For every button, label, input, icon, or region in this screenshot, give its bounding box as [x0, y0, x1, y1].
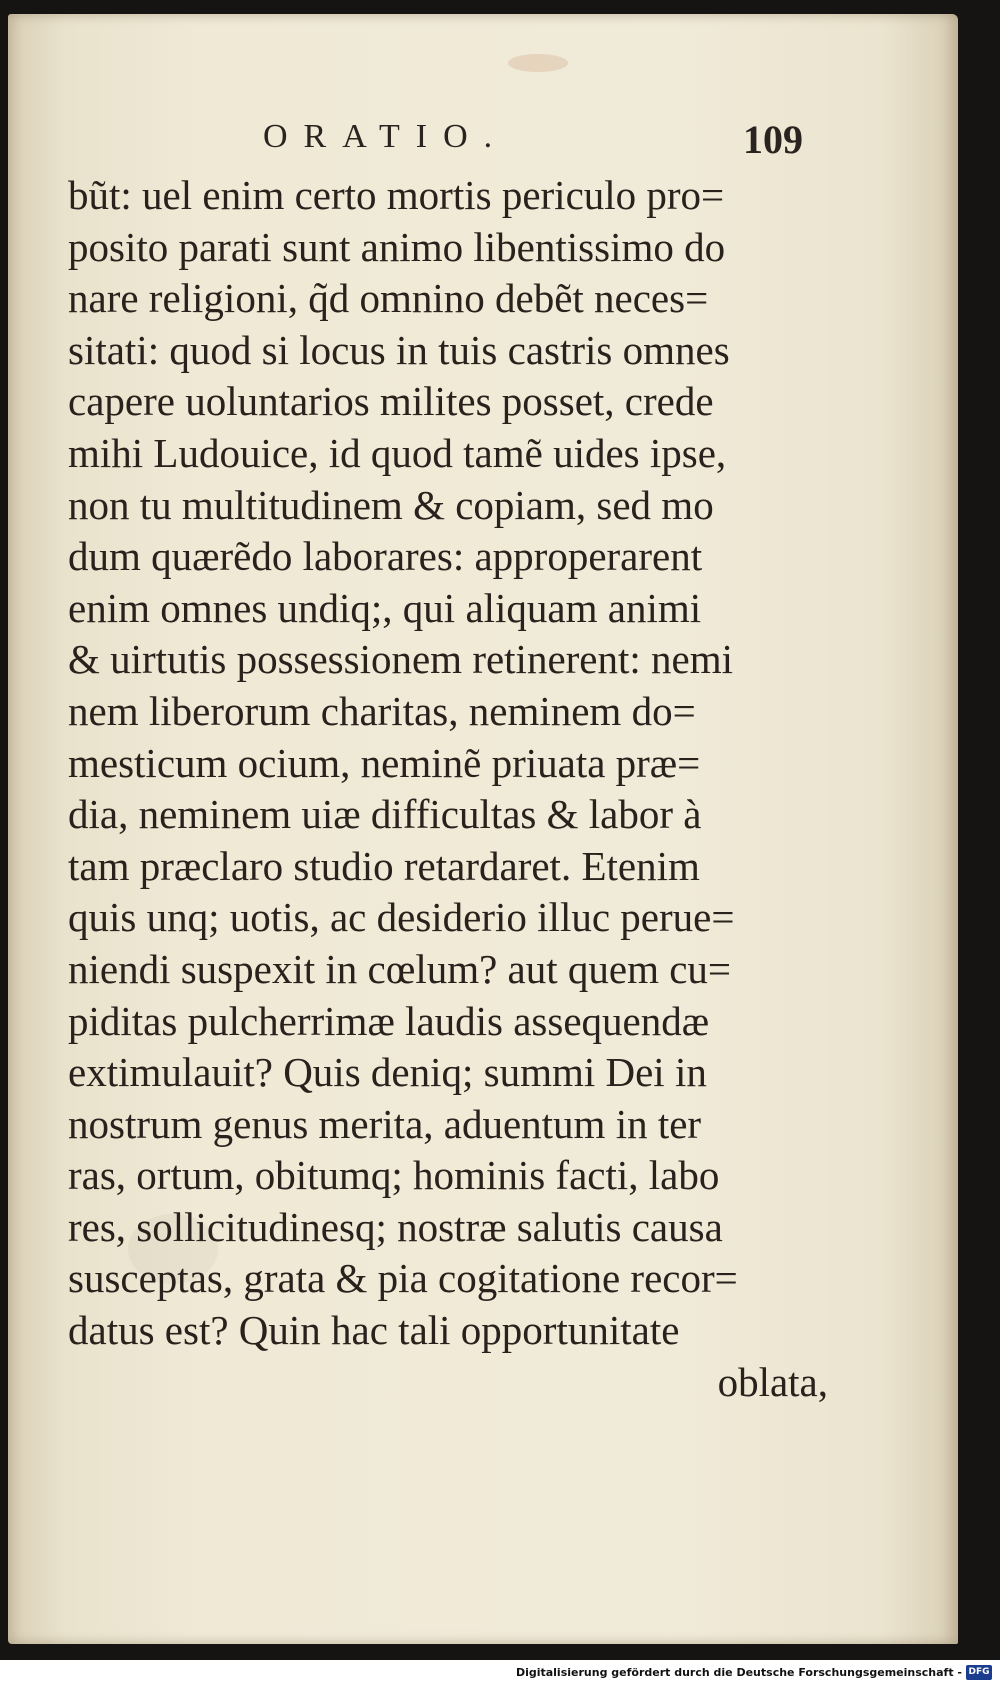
- text-line: capere uoluntarios milites posset, crede: [68, 378, 714, 425]
- text-line: posito parati sunt animo libentissimo do: [68, 223, 726, 270]
- text-line: dia, neminem uiæ difficultas & labor à: [68, 791, 702, 838]
- text-line: tam præclaro studio retardaret. Etenim: [68, 842, 700, 889]
- text-line: dum quærẽdo laborares: approperarent: [68, 533, 703, 580]
- text-line: mihi Ludouice, id quod tamẽ uides ipse,: [68, 429, 727, 476]
- text-line: extimulauit? Quis deniq; summi Dei in: [68, 1049, 707, 1096]
- text-line: sitati: quod si locus in tuis castris omnes: [68, 326, 730, 373]
- text-line: non tu multitudinem & copiam, sed mo: [68, 481, 714, 528]
- text-line: bũt: uel enim certo mortis periculo pro=: [68, 172, 725, 218]
- text-line: nare religioni, q̃d omnino debẽt neces=: [68, 275, 709, 322]
- text-line: quis unq; uotis, ac desiderio illuc perue=: [68, 894, 735, 941]
- text-line: enim omnes undiq;, qui aliquam animi: [68, 584, 702, 631]
- funding-credit: Digitalisierung gefördert durch die Deutsche Forschungsgemeinschaft -: [515, 1666, 962, 1679]
- page-header: [263, 118, 803, 168]
- text-line: niendi suspexit in cœlum? aut quem cu=: [68, 945, 732, 992]
- digitization-footer: [0, 1660, 1000, 1689]
- book-page: [8, 14, 958, 1644]
- text-line: nostrum genus merita, aduentum in ter: [68, 1100, 702, 1147]
- text-line: nem liberorum charitas, neminem do=: [68, 687, 696, 734]
- page-number: 109: [743, 117, 803, 162]
- text-line: mesticum ocium, neminẽ priuata præ=: [68, 739, 701, 786]
- text-line: piditas pulcherrimæ laudis assequendæ: [68, 997, 710, 1044]
- text-line: ras, ortum, obitumq; hominis facti, labo: [68, 1152, 720, 1199]
- running-head: ORATIO.: [263, 118, 509, 155]
- text-line: datus est? Quin hac tali opportunitate: [68, 1307, 680, 1354]
- text-line: oblata,: [717, 1358, 828, 1405]
- body-text: [68, 170, 828, 1408]
- dfg-logo: DFG: [966, 1665, 992, 1680]
- paper-stain: [508, 54, 568, 72]
- text-line: & uirtutis possessionem retinerent: nemi: [68, 636, 734, 683]
- text-line: susceptas, grata & pia cogitatione recor=: [68, 1255, 738, 1302]
- text-line: res, sollicitudinesq; nostræ salutis causa: [68, 1203, 723, 1250]
